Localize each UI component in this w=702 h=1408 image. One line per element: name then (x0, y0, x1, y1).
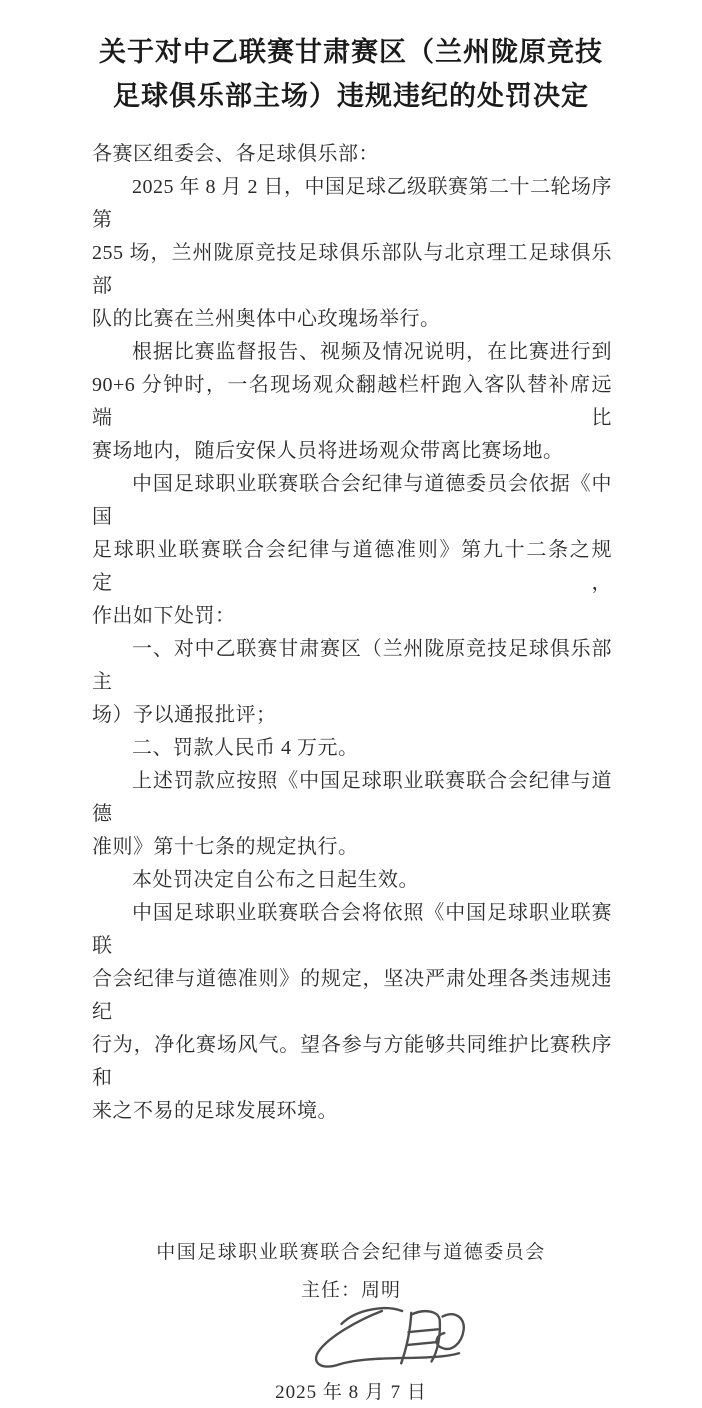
paragraph-line: 上述罚款应按照《中国足球职业联赛联合会纪律与道德 (92, 770, 612, 825)
penalty-item-1-line: 一、对中乙联赛甘肃赛区（兰州陇原竞技足球俱乐部主 (92, 638, 612, 693)
signature-organization: 中国足球职业联赛联合会纪律与道德委员会 (156, 1242, 546, 1263)
document-title (0, 30, 702, 118)
paragraph-line: 行为，净化赛场风气。望各参与方能够共同维护比赛秩序和 (92, 1034, 612, 1089)
paragraph-line: 赛场地内，随后安保人员将进场观众带离比赛场地。 (92, 440, 564, 462)
paragraph-line: 合会纪律与道德准则》的规定，坚决严肃处理各类违规违纪 (92, 968, 612, 1023)
paragraph-line: 根据比赛监督报告、视频及情况说明，在比赛进行到 (132, 341, 612, 363)
paragraph-line: 中国足球职业联赛联合会纪律与道德委员会依据《中国 (92, 473, 612, 528)
paragraph-line: 中国足球职业联赛联合会将依照《中国足球职业联赛联 (92, 902, 612, 957)
paragraph-line: 来之不易的足球发展环境。 (92, 1100, 338, 1122)
paragraph-line: 足球职业联赛联合会纪律与道德准则》第九十二条之规定， (92, 539, 612, 594)
signature-block (0, 1238, 702, 1408)
signature-date: 2025 年 8 月 7 日 (275, 1382, 427, 1403)
paragraph-line: 作出如下处罚： (92, 605, 236, 627)
penalty-item-1-line: 场）予以通报批评； (92, 704, 277, 726)
paragraph-line: 90+6 分钟时，一名现场观众翻越栏杆跑入客队替补席远端比 (92, 374, 612, 429)
document-body (92, 138, 612, 1128)
paragraph-line: 队的比赛在兰州奥体中心玫瑰场举行。 (92, 308, 441, 330)
paragraph-line: 255 场，兰州陇原竞技足球俱乐部队与北京理工足球俱乐部 (92, 242, 612, 297)
handwritten-signature (286, 1300, 476, 1378)
title-line-2: 足球俱乐部主场）违规违纪的处罚决定 (113, 81, 589, 111)
paragraph-line: 2025 年 8 月 2 日，中国足球乙级联赛第二十二轮场序第 (92, 176, 612, 231)
signature-signer-line: 主任：周明 (300, 1280, 401, 1301)
title-line-1: 关于对中乙联赛甘肃赛区（兰州陇原竞技 (99, 37, 603, 67)
penalty-item-2-line: 二、罚款人民币 4 万元。 (132, 737, 359, 759)
effective-date-line: 本处罚决定自公布之日起生效。 (132, 869, 419, 891)
salutation-line: 各赛区组委会、各足球俱乐部： (92, 143, 379, 165)
paragraph-line: 准则》第十七条的规定执行。 (92, 836, 359, 858)
scanned-document-page (0, 30, 702, 1403)
